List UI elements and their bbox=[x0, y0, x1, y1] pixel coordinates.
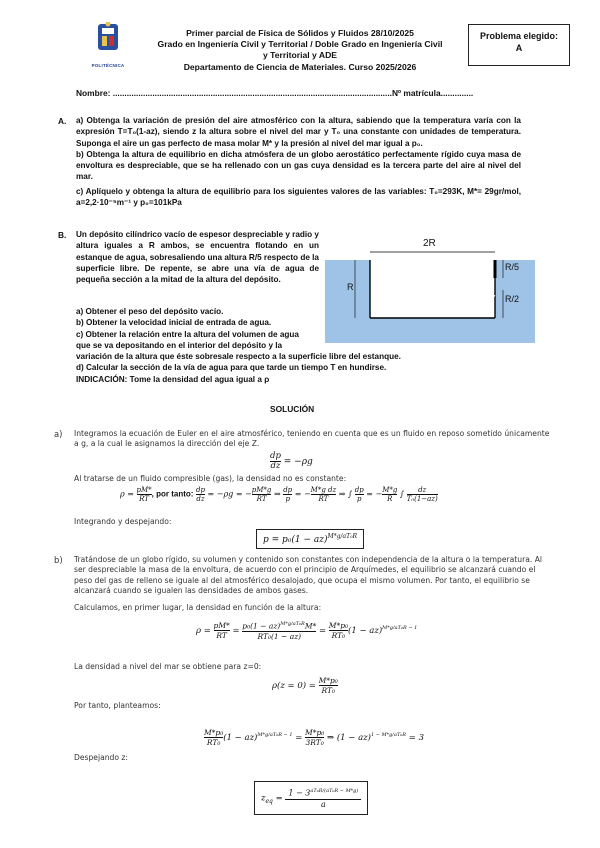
solution-b-letter: b) bbox=[54, 555, 63, 565]
problem-a-body bbox=[76, 115, 521, 208]
header-line-4: Departamento de Ciencia de Materiales. Curso 2025/2026 bbox=[183, 62, 417, 72]
density-altitude-equation: ρ = $\frac{pM*}{RT}$ = $\frac{p_0(1 - az)^{M*g/aT_0R}M*}{\text{RT₀(1 − az)}}$ = $\frac{\text{M*p₀}}{\text{RT₀}}$ (1 − az)$^{M*g/aT_0R - 1}$ bbox=[196, 620, 418, 641]
problem-b-part-d: d) Calcular la sección de la vía de agua para que tarde un tiempo T en hundirse. bbox=[76, 363, 387, 373]
problem-choice-box[interactable] bbox=[468, 24, 570, 66]
pressure-result: p = p₀(1 − az)$^{M*g/aT_0R}$ bbox=[256, 529, 364, 549]
problem-a-part-a: a) Obtenga la variación de presión del aire atmosférico con la altura, sabiendo que la temperatura varía con la expresión T=T₀(1-az), siendo z la altura sobre el nivel del mar y T₀ una constante con unidades de temperatura. Suponga el aire un gas perfecto de masa molar M* y la presión al nivel del mar igual a p₀. bbox=[76, 116, 521, 148]
water-jet bbox=[457, 294, 495, 316]
water-region bbox=[325, 260, 535, 343]
matricula-field[interactable]: Nº matrícula.............. bbox=[391, 88, 474, 98]
label-r: R bbox=[347, 282, 354, 292]
solution-b-text1: Tratándose de un globo rígido, su volumen y contenido son constantes con independencia de la altura o la temperatura. Al ser despreciable la masa de la envoltura, de acuerdo con el principio de Arquímedes, el equilibrio se alcanzará cuando el peso del gas de relleno se iguale al del atmosférico desalojado, que ocupa el mismo volumen. Por tanto, el equilibrio se alcanzará cuando se igualen las densidades de ambos gases. bbox=[74, 555, 543, 596]
name-line[interactable] bbox=[76, 88, 546, 98]
solution-b-text2: Calculamos, en primer lugar, la densidad en función de la altura: bbox=[74, 603, 322, 612]
problem-b-part-c1: c) Obtener la relación entre la altura del volumen de agua bbox=[76, 329, 299, 339]
university-logo bbox=[86, 22, 130, 66]
altitude-result: $z_{eq}$ = $\frac{1 - 3^{aT_0R/(aT_0R - M*g)}}{a}$ bbox=[254, 781, 368, 815]
exam-header bbox=[150, 28, 450, 73]
problem-b-part-c2: que se va depositando en el interior del depósito y la bbox=[76, 340, 283, 350]
solution-title: SOLUCIÓN bbox=[270, 404, 315, 414]
solution-b-text4: Por tanto, planteamos: bbox=[74, 701, 161, 710]
problem-b-letter: B. bbox=[58, 230, 67, 240]
sea-level-density: ρ(z = 0) = $\frac{\text{M*p₀}}{\text{RT₀}}$ bbox=[272, 676, 338, 695]
solution-b-text5: Despejando z: bbox=[74, 753, 128, 762]
logo-text: POLITÉCNICA bbox=[91, 63, 125, 68]
problem-choice-value: A bbox=[515, 43, 523, 53]
problem-b-note: INDICACIÓN: Tome la densidad del agua igual a ρ bbox=[76, 374, 270, 384]
problem-b-part-c3: variación de la altura que éste sobresale respecto a la superficie libre del estanque. bbox=[76, 352, 401, 362]
crest-icon bbox=[86, 22, 130, 58]
solution-a-text1: Integramos la ecuación de Euler en el aire atmosférico, teniendo en cuenta que es un fluido en reposo sometido únicamente a g, a la cual le asignamos la dirección del eje Z. bbox=[74, 429, 550, 449]
problem-a-part-c: c) Aplíquelo y obtenga la altura de equilibrio para los siguientes valores de las variables: T₀=293K, M*= 29gr/mol, a=2,2·10⁻⁵m⁻¹ y p₀=101kPa bbox=[76, 186, 521, 208]
tank-diagram bbox=[325, 238, 535, 343]
header-line-2: Grado en Ingeniería Civil y Territorial / Doble Grado en Ingeniería Civil bbox=[157, 39, 443, 49]
problem-a-part-b: b) Obtenga la altura de equilibrio en dicha atmósfera de un globo aerostático perfectamente rígido cuya masa de envoltura es despreciable, que se ha rellenado con un gas cuya densidad es la tercera parte del aire al nivel del mar. bbox=[76, 149, 521, 182]
problem-b-part-a: a) Obtener el peso del depósito vacío. bbox=[76, 307, 224, 316]
label-r5: R/5 bbox=[505, 262, 520, 272]
label-2r: 2R bbox=[423, 238, 436, 249]
name-field[interactable]: Nombre: ........................................................................................................................ bbox=[76, 88, 392, 98]
problem-choice-label: Problema elegido: bbox=[479, 31, 559, 41]
euler-equation: $\frac{dp}{dz}$ = −ρg bbox=[270, 451, 313, 471]
header-line-3: y Territorial y ADE bbox=[262, 50, 338, 60]
label-r2: R/2 bbox=[505, 294, 520, 304]
problem-b-part-b: b) Obtener la velocidad inicial de entrada de agua. bbox=[76, 318, 272, 328]
problem-a-letter: A. bbox=[58, 116, 67, 126]
equilibrium-equation: $\frac{\text{M*p₀}}{\text{RT₀}}$ (1 − az)$^{M*g/aT_0R - 1}$ = $\frac{\text{M*p₀}}{\text{3RT₀}}$ ⇒ (1 − az)$^{1 - M*g/aT_0R}$ = 3 bbox=[204, 728, 425, 747]
solution-b-text3: La densidad a nivel del mar se obtiene para z=0: bbox=[74, 662, 262, 671]
por-tanto-label: , por tanto: bbox=[151, 489, 194, 499]
solution-a-text2: Al tratarse de un fluido compresible (gas), la densidad no es constante: bbox=[74, 474, 347, 483]
density-equation: ρ = $\frac{pM*}{RT}$ , por tanto: $\frac{dp}{dz}$ = −ρg = − $\frac{pM*g}{RT}$ ⇒ $\frac{dp}{p}$ = − $\frac{\text{M*g dz}}{RT}$ ⇒ ∫ $\frac{dp}{p}$ = − $\frac{M*g}{R}$ ∫ $\frac{dz}{\text{T₀(1−az)}}$ bbox=[120, 486, 438, 503]
header-line-1: Primer parcial de Física de Sólidos y Fluidos 28/10/2025 bbox=[186, 28, 414, 38]
problem-b-intro: Un depósito cilíndrico vacío de espesor despreciable y radio y altura iguales a R ambos, se encuentra flotando en un estanque de agua, sobresaliendo una altura R/5 respecto de la superficie libre. De repente, se abre una vía de agua de pequeña sección a la mitad de la altura del depósito. bbox=[76, 230, 319, 285]
solution-a-text3: Integrando y despejando: bbox=[74, 517, 172, 526]
solution-a-letter: a) bbox=[54, 429, 63, 439]
